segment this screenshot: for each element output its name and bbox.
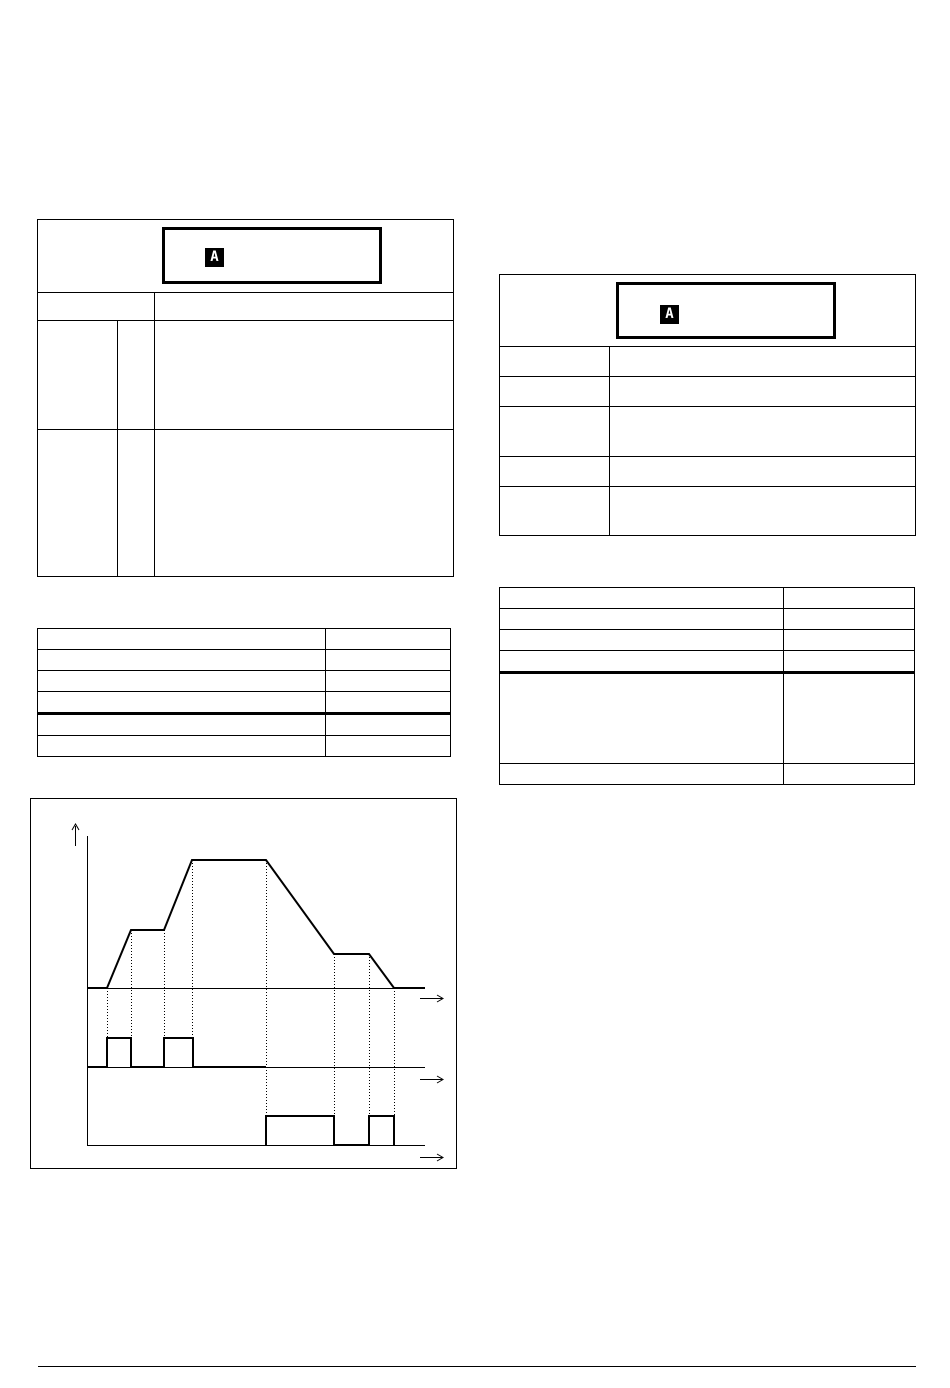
table-row xyxy=(500,673,915,764)
table-row xyxy=(500,764,915,785)
pulse-signal-1 xyxy=(87,1038,266,1067)
footer-rule xyxy=(38,1366,916,1367)
diagram-frame xyxy=(31,799,457,1169)
table-row xyxy=(38,736,451,757)
timing-diagram xyxy=(30,798,458,1170)
table-row xyxy=(38,671,451,692)
table-row xyxy=(38,692,451,714)
speed-profile xyxy=(87,860,425,988)
column-divider xyxy=(609,346,610,536)
table-row xyxy=(500,609,915,630)
box-divider xyxy=(499,376,916,377)
box-divider xyxy=(37,320,454,321)
time-arrow-icon xyxy=(420,1076,443,1083)
display-panel-left xyxy=(162,227,382,284)
box-divider xyxy=(499,346,916,347)
column-divider xyxy=(117,320,118,577)
table-row xyxy=(500,588,915,609)
column-divider xyxy=(154,292,155,577)
time-arrow-icon xyxy=(420,1154,443,1161)
table-row xyxy=(38,650,451,671)
time-arrow-icon xyxy=(420,995,443,1002)
settings-table-left xyxy=(37,628,451,757)
auto-mode-icon: A xyxy=(660,305,679,324)
table-row xyxy=(38,714,451,736)
table-row xyxy=(500,630,915,651)
box-divider xyxy=(499,486,916,487)
box-divider xyxy=(37,292,454,293)
auto-mode-icon: A xyxy=(205,248,224,267)
table-row xyxy=(500,651,915,673)
box-divider xyxy=(499,456,916,457)
box-divider xyxy=(499,406,916,407)
display-panel-right xyxy=(616,282,836,339)
settings-table-right xyxy=(499,587,915,785)
pulse-signal-2 xyxy=(266,1116,394,1145)
box-divider xyxy=(37,429,454,430)
table-row xyxy=(38,629,451,650)
